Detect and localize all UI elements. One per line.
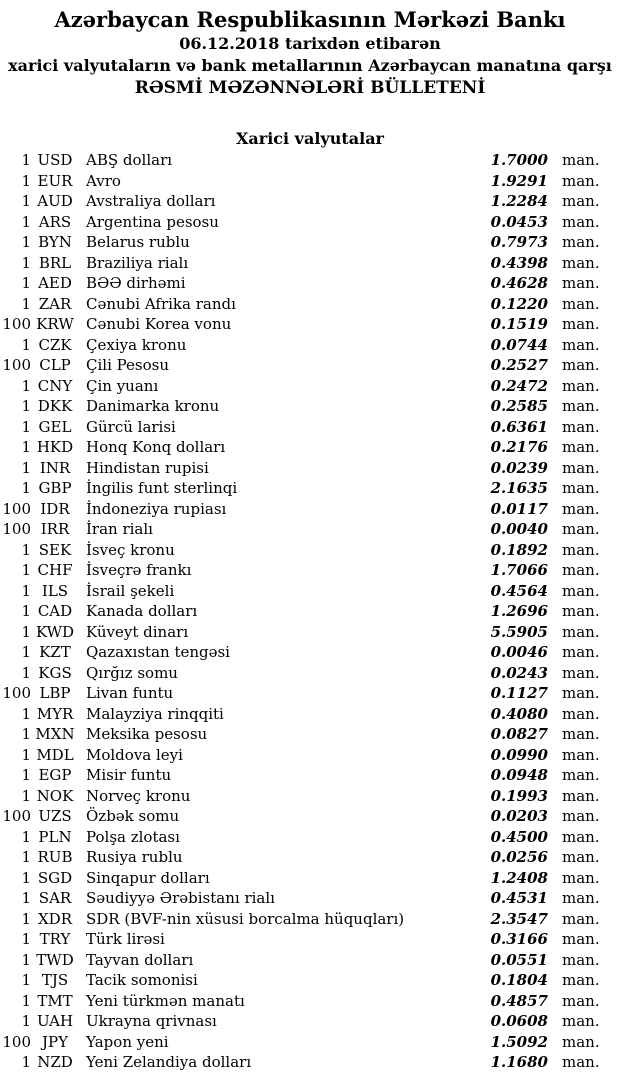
unit-label: man. [562, 479, 600, 498]
table-row [0, 417, 620, 438]
qty-cell: 1 [21, 540, 31, 559]
unit-label: man. [562, 827, 600, 846]
unit-label: man. [562, 253, 600, 272]
rate-value: 0.0203 [490, 807, 548, 826]
currency-name: Özbək somu [86, 807, 180, 826]
table-row [0, 642, 620, 663]
unit-label: man. [562, 520, 600, 539]
currency-name: Çili Pesosu [86, 356, 170, 375]
unit-label: man. [562, 663, 600, 682]
qty-cell: 1 [21, 1053, 31, 1072]
table-row [0, 1052, 620, 1073]
unit-label: man. [562, 889, 600, 908]
currency-name: Yapon yeni [86, 1032, 169, 1051]
rate-value: 0.0243 [490, 663, 548, 682]
currency-name: Argentina pesosu [86, 212, 219, 231]
currency-name: Misir funtu [86, 766, 172, 785]
currency-name: Qırğız somu [86, 663, 178, 682]
bulletin-title: RƏSMİ MƏZƏNNƏLƏRİ BÜLLETENİ [134, 78, 486, 98]
qty-cell: 100 [2, 807, 31, 826]
currency-name: Türk lirəsi [86, 930, 165, 949]
qty-cell: 1 [21, 745, 31, 764]
qty-cell: 1 [21, 192, 31, 211]
rate-value: 0.2585 [490, 397, 548, 416]
qty-cell: 1 [21, 725, 31, 744]
subtitle-line: xarici valyutaların və bank metallarının Azərbaycan manatına qarşı [8, 56, 612, 75]
unit-label: man. [562, 602, 600, 621]
table-row [0, 622, 620, 643]
unit-label: man. [562, 192, 600, 211]
unit-label: man. [562, 1053, 600, 1072]
unit-label: man. [562, 786, 600, 805]
qty-cell: 1 [21, 274, 31, 293]
rate-value: 2.1635 [490, 479, 548, 498]
rate-value: 1.5092 [490, 1032, 548, 1051]
rate-value: 0.0551 [490, 950, 548, 969]
unit-label: man. [562, 315, 600, 334]
currency-code: PLN [38, 827, 72, 846]
table-row [0, 888, 620, 909]
table-row [0, 314, 620, 335]
rate-value: 1.2284 [490, 192, 548, 211]
rate-value: 1.1680 [490, 1053, 548, 1072]
currency-code: BRL [38, 253, 72, 272]
table-row [0, 806, 620, 827]
unit-label: man. [562, 766, 600, 785]
currency-name: Honq Konq dolları [86, 438, 226, 457]
qty-cell: 1 [21, 212, 31, 231]
qty-cell: 1 [21, 438, 31, 457]
currency-name: ABŞ dolları [86, 151, 173, 170]
unit-label: man. [562, 971, 600, 990]
qty-cell: 100 [2, 499, 31, 518]
currency-name: Sinqapur dolları [86, 868, 210, 887]
table-row [0, 232, 620, 253]
rate-value: 1.7000 [490, 151, 548, 170]
qty-cell: 1 [21, 479, 31, 498]
unit-label: man. [562, 540, 600, 559]
qty-cell: 1 [21, 622, 31, 641]
table-row [0, 478, 620, 499]
currency-code: NZD [37, 1053, 73, 1072]
table-row [0, 827, 620, 848]
table-row [0, 847, 620, 868]
table-row [0, 171, 620, 192]
unit-label: man. [562, 991, 600, 1010]
currency-name: İsveç kronu [86, 540, 175, 559]
rate-value: 0.6361 [490, 417, 548, 436]
currency-name: Norveç kronu [86, 786, 191, 805]
table-row [0, 745, 620, 766]
table-row [0, 376, 620, 397]
currency-name: Səudiyyə Ərəbistanı rialı [86, 889, 275, 908]
currency-code: USD [37, 151, 73, 170]
table-row [0, 499, 620, 520]
rate-value: 0.2472 [490, 376, 548, 395]
unit-label: man. [562, 1012, 600, 1031]
currency-code: IDR [40, 499, 70, 518]
unit-label: man. [562, 376, 600, 395]
table-row [0, 212, 620, 233]
unit-label: man. [562, 171, 600, 190]
currency-code: TJS [41, 971, 69, 990]
currency-name: İngilis funt sterlinqi [86, 479, 238, 498]
qty-cell: 1 [21, 889, 31, 908]
currency-code: KZT [39, 643, 71, 662]
table-row [0, 663, 620, 684]
table-row [0, 1032, 620, 1053]
rate-value: 0.0948 [490, 766, 548, 785]
rate-value: 0.0453 [490, 212, 548, 231]
qty-cell: 1 [21, 151, 31, 170]
unit-label: man. [562, 704, 600, 723]
currency-code: NOK [36, 786, 74, 805]
qty-cell: 100 [2, 520, 31, 539]
currency-code: RUB [37, 848, 73, 867]
currency-code: GEL [38, 417, 72, 436]
qty-cell: 1 [21, 930, 31, 949]
qty-cell: 1 [21, 335, 31, 354]
qty-cell: 1 [21, 991, 31, 1010]
unit-label: man. [562, 1032, 600, 1051]
rate-value: 0.4080 [490, 704, 548, 723]
currency-name: Livan funtu [86, 684, 174, 703]
table-row [0, 253, 620, 274]
currency-name: Çin yuanı [86, 376, 159, 395]
qty-cell: 100 [2, 1032, 31, 1051]
currency-code: AUD [37, 192, 73, 211]
qty-cell: 100 [2, 315, 31, 334]
date-line: 06.12.2018 tarixdən etibarən [179, 34, 441, 53]
currency-name: İran rialı [86, 520, 153, 539]
qty-cell: 100 [2, 356, 31, 375]
rate-value: 0.4628 [490, 274, 548, 293]
currency-code: DKK [37, 397, 73, 416]
table-row [0, 560, 620, 581]
currency-name: Yeni Zelandiya dolları [86, 1053, 252, 1072]
currency-name: Avstraliya dolları [86, 192, 216, 211]
table-row [0, 970, 620, 991]
qty-cell: 1 [21, 766, 31, 785]
currency-name: Meksika pesosu [86, 725, 208, 744]
rate-value: 0.4564 [490, 581, 548, 600]
currency-name: Rusiya rublu [86, 848, 183, 867]
table-row [0, 294, 620, 315]
unit-label: man. [562, 561, 600, 580]
unit-label: man. [562, 622, 600, 641]
table-row [0, 704, 620, 725]
currency-name: Kanada dolları [86, 602, 198, 621]
table-row [0, 273, 620, 294]
unit-label: man. [562, 684, 600, 703]
rate-value: 0.4857 [490, 991, 548, 1010]
unit-label: man. [562, 848, 600, 867]
currency-code: LBP [39, 684, 71, 703]
currency-code: SAR [38, 889, 72, 908]
currency-code: XDR [38, 909, 72, 928]
currency-name: Cənubi Afrika randı [86, 294, 236, 313]
currency-name: Gürcü larisi [86, 417, 176, 436]
qty-cell: 1 [21, 233, 31, 252]
table-row [0, 868, 620, 889]
unit-label: man. [562, 458, 600, 477]
currency-name: BƏƏ dirhəmi [86, 274, 186, 293]
qty-cell: 1 [21, 294, 31, 313]
unit-label: man. [562, 438, 600, 457]
currency-name: Malayziya rinqqiti [86, 704, 224, 723]
qty-cell: 1 [21, 909, 31, 928]
currency-code: TWD [36, 950, 74, 969]
table-row [0, 396, 620, 417]
currency-code: TMT [37, 991, 73, 1010]
unit-label: man. [562, 233, 600, 252]
rate-value: 0.2176 [490, 438, 548, 457]
rate-value: 1.2408 [490, 868, 548, 887]
table-row [0, 683, 620, 704]
rate-value: 0.3166 [490, 930, 548, 949]
table-row [0, 929, 620, 950]
table-row [0, 519, 620, 540]
rate-value: 0.1127 [490, 684, 548, 703]
qty-cell: 1 [21, 643, 31, 662]
unit-label: man. [562, 294, 600, 313]
rate-value: 5.5905 [490, 622, 548, 641]
currency-name: SDR (BVF-nin xüsusi borcalma hüquqları) [86, 909, 405, 928]
currency-code: CAD [37, 602, 73, 621]
table-row [0, 786, 620, 807]
qty-cell: 1 [21, 458, 31, 477]
qty-cell: 1 [21, 602, 31, 621]
currency-code: MDL [36, 745, 74, 764]
table-row [0, 437, 620, 458]
currency-code: HKD [36, 438, 74, 457]
table-row [0, 355, 620, 376]
unit-label: man. [562, 725, 600, 744]
rate-value: 0.0827 [490, 725, 548, 744]
table-row [0, 335, 620, 356]
qty-cell: 1 [21, 827, 31, 846]
rate-value: 0.0239 [490, 458, 548, 477]
unit-label: man. [562, 499, 600, 518]
currency-code: EGP [38, 766, 72, 785]
currency-code: ZAR [38, 294, 72, 313]
currency-code: BYN [38, 233, 72, 252]
rate-value: 0.0744 [490, 335, 548, 354]
rate-value: 0.1892 [490, 540, 548, 559]
table-row [0, 191, 620, 212]
currency-name: Belarus rublu [86, 233, 190, 252]
rate-value: 0.0608 [490, 1012, 548, 1031]
unit-label: man. [562, 335, 600, 354]
unit-label: man. [562, 807, 600, 826]
unit-label: man. [562, 274, 600, 293]
currency-name: Çexiya kronu [86, 335, 187, 354]
qty-cell: 1 [21, 848, 31, 867]
page-header [0, 0, 620, 100]
qty-cell: 1 [21, 950, 31, 969]
currency-code: ILS [41, 581, 69, 600]
qty-cell: 1 [21, 1012, 31, 1031]
rate-value: 0.0117 [490, 499, 548, 518]
currency-code: EUR [37, 171, 73, 190]
unit-label: man. [562, 212, 600, 231]
rate-value: 0.4398 [490, 253, 548, 272]
rate-value: 0.1804 [490, 971, 548, 990]
currency-code: INR [39, 458, 71, 477]
unit-label: man. [562, 356, 600, 375]
rate-value: 1.9291 [490, 171, 548, 190]
currency-name: Danimarka kronu [86, 397, 220, 416]
currency-code: MYR [36, 704, 74, 723]
rate-value: 1.7066 [490, 561, 548, 580]
rate-value: 0.1519 [490, 315, 548, 334]
currency-name: Cənubi Korea vonu [86, 315, 232, 334]
unit-label: man. [562, 643, 600, 662]
currency-code: KRW [36, 315, 74, 334]
currency-code: IRR [40, 520, 70, 539]
section-title: Xarici valyutalar [236, 129, 384, 148]
currency-name: Avro [86, 171, 121, 190]
table-row [0, 724, 620, 745]
currency-name: Yeni türkmən manatı [86, 991, 245, 1010]
qty-cell: 1 [21, 868, 31, 887]
qty-cell: 1 [21, 786, 31, 805]
rates-table [0, 150, 620, 1073]
table-row [0, 150, 620, 171]
currency-code: KGS [38, 663, 72, 682]
currency-name: İsveçrə frankı [86, 561, 192, 580]
unit-label: man. [562, 930, 600, 949]
currency-name: Moldova leyi [86, 745, 183, 764]
rate-value: 0.0256 [490, 848, 548, 867]
unit-label: man. [562, 581, 600, 600]
currency-name: Tayvan dolları [86, 950, 194, 969]
table-row [0, 601, 620, 622]
qty-cell: 1 [21, 663, 31, 682]
unit-label: man. [562, 397, 600, 416]
currency-code: JPY [41, 1032, 68, 1051]
currency-code: MXN [35, 725, 75, 744]
table-row [0, 458, 620, 479]
qty-cell: 1 [21, 561, 31, 580]
rate-value: 2.3547 [490, 909, 548, 928]
unit-label: man. [562, 909, 600, 928]
currency-code: KWD [35, 622, 75, 641]
qty-cell: 1 [21, 971, 31, 990]
rate-value: 0.4531 [490, 889, 548, 908]
rate-value: 0.7973 [490, 233, 548, 252]
rate-value: 0.0046 [490, 643, 548, 662]
page-title: Azərbaycan Respublikasının Mərkəzi Bankı [54, 7, 566, 32]
table-row [0, 540, 620, 561]
currency-name: Polşa zlotası [86, 827, 180, 846]
qty-cell: 1 [21, 397, 31, 416]
rate-value: 0.4500 [490, 827, 548, 846]
unit-label: man. [562, 151, 600, 170]
table-row [0, 909, 620, 930]
rate-value: 0.1993 [490, 786, 548, 805]
currency-code: ARS [38, 212, 72, 231]
unit-label: man. [562, 950, 600, 969]
qty-cell: 1 [21, 704, 31, 723]
table-row [0, 950, 620, 971]
currency-code: CLP [39, 356, 71, 375]
currency-code: UZS [38, 807, 72, 826]
currency-code: TRY [39, 930, 71, 949]
unit-label: man. [562, 868, 600, 887]
currency-name: İsrail şekeli [86, 581, 175, 600]
qty-cell: 1 [21, 376, 31, 395]
table-row [0, 991, 620, 1012]
rate-value: 1.2696 [490, 602, 548, 621]
currency-name: İndoneziya rupiası [86, 499, 227, 518]
currency-code: UAH [36, 1012, 74, 1031]
table-row [0, 581, 620, 602]
currency-name: Küveyt dinarı [86, 622, 189, 641]
currency-code: SGD [37, 868, 73, 887]
currency-code: CNY [37, 376, 73, 395]
table-row [0, 1011, 620, 1032]
currency-code: SEK [38, 540, 72, 559]
rate-value: 0.0990 [490, 745, 548, 764]
qty-cell: 1 [21, 171, 31, 190]
currency-code: CZK [38, 335, 72, 354]
qty-cell: 1 [21, 253, 31, 272]
currency-name: Qazaxıstan tengəsi [86, 643, 230, 662]
currency-name: Tacik somonisi [86, 971, 198, 990]
rate-value: 0.0040 [490, 520, 548, 539]
currency-code: CHF [37, 561, 73, 580]
currency-code: AED [38, 274, 72, 293]
table-row [0, 765, 620, 786]
qty-cell: 1 [21, 417, 31, 436]
qty-cell: 100 [2, 684, 31, 703]
qty-cell: 1 [21, 581, 31, 600]
unit-label: man. [562, 417, 600, 436]
currency-name: Ukrayna qrivnası [86, 1012, 217, 1031]
currency-name: Hindistan rupisi [86, 458, 209, 477]
currency-name: Braziliya rialı [86, 253, 189, 272]
unit-label: man. [562, 745, 600, 764]
rate-value: 0.1220 [490, 294, 548, 313]
rate-value: 0.2527 [490, 356, 548, 375]
currency-code: GBP [38, 479, 72, 498]
